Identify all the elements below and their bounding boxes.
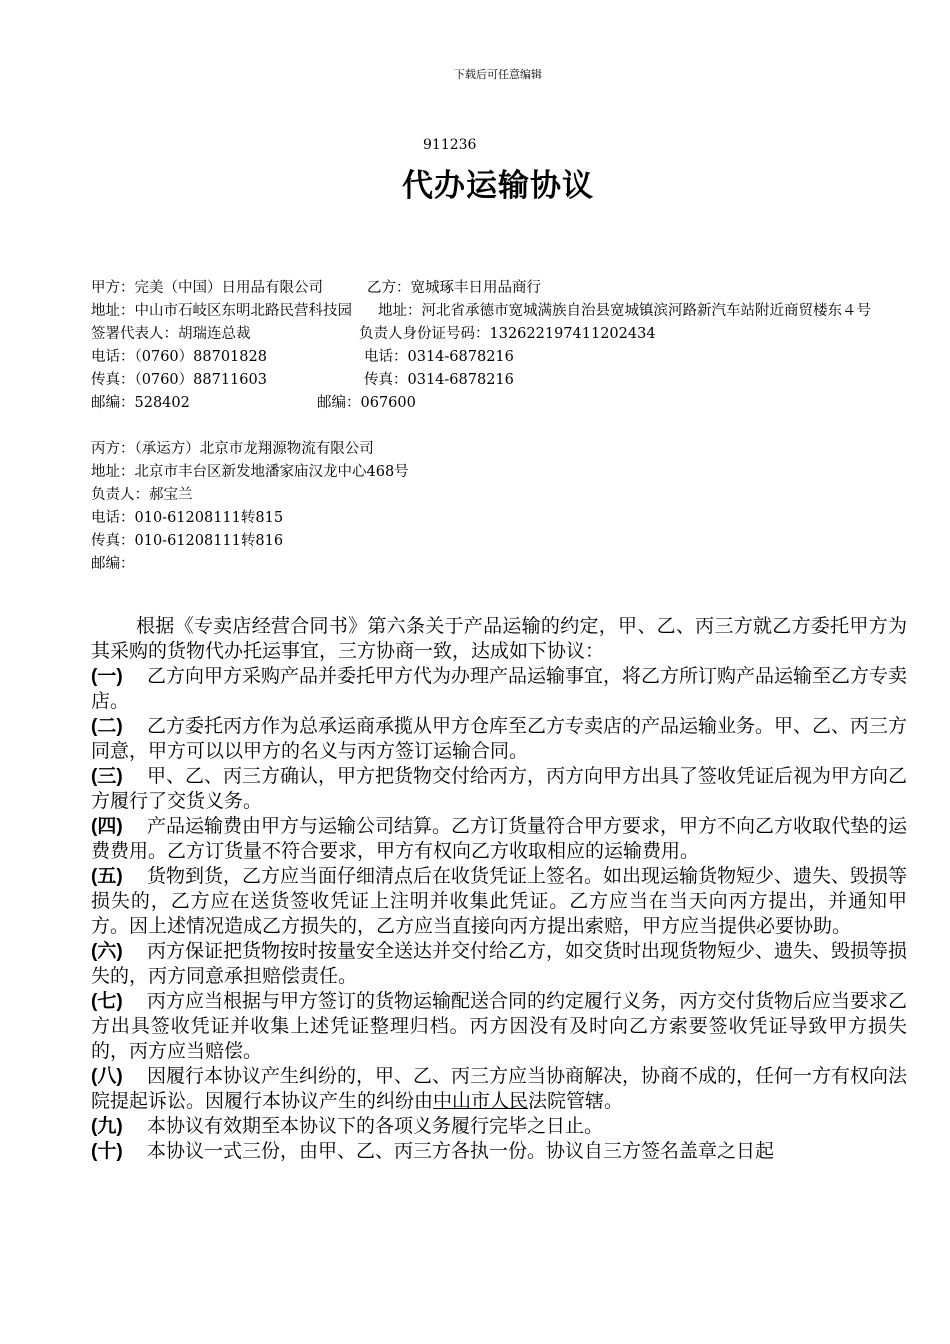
clause-text: 甲、乙、丙三方确认，甲方把货物交付给丙方，丙方向甲方出具了签收凭证后视为甲方向乙方履行了交货义务。 <box>91 765 908 812</box>
party-b-id-number: 负责人身份证号码：132622197411202434 <box>359 326 656 342</box>
intro-paragraph: 根据《专卖店经营合同书》第六条关于产品运输的约定，甲、乙、丙三方就乙方委托甲方为其采购的货物代办托运事宜，三方协商一致，达成如下协议： <box>91 615 907 662</box>
clause-3 <box>91 764 907 814</box>
clause-text: 法院管辖。 <box>528 1090 624 1112</box>
party-row-representative <box>91 323 911 346</box>
clause-text: 本协议一式三份，由甲、乙、丙三方各执一份。协议自三方签名盖章之日起 <box>147 1140 775 1162</box>
clause-2 <box>91 714 907 764</box>
party-b-phone: 电话：0314-6878216 <box>364 349 514 365</box>
clause-number: (三) <box>91 766 123 787</box>
clause-text: 本协议有效期至本协议下的各项义务履行完毕之日止。 <box>147 1115 604 1137</box>
party-row-address <box>91 300 911 323</box>
clause-4 <box>91 814 907 864</box>
clause-9 <box>91 1114 907 1139</box>
clause-7 <box>91 989 907 1064</box>
party-c-phone: 电话：010-61208111转815 <box>91 510 284 526</box>
clause-number: (九) <box>91 1116 123 1137</box>
party-b-postcode: 邮编：067600 <box>317 395 416 411</box>
clause-text: 因履行本协议产生纠纷的，甲、乙、丙三方应当协商解决，协商不成的，任何一方有权向法院提起诉讼。因履行本协议产生的纠纷由 <box>91 1065 908 1112</box>
clause-text: 丙方应当根据与甲方签订的货物运输配送合同的约定履行义务，丙方交付货物后应当要求乙方出具签收凭证并收集上述凭证整理归档。丙方因没有及时向乙方索要签收凭证导致甲方损失的，丙方应当赔偿。 <box>91 990 908 1062</box>
party-c-postcode: 邮编： <box>91 556 135 572</box>
clause-8 <box>91 1064 907 1114</box>
clause-text: 丙方保证把货物按时按量安全送达并交付给乙方，如交货时出现货物短少、遗失、毁损等损失的，丙方同意承担赔偿责任。 <box>91 940 908 987</box>
court-name: 中山市人民 <box>433 1090 529 1112</box>
document-title: 代办运输协议 <box>402 168 594 204</box>
party-a-fax: 传真：（0760）88711603 <box>91 372 267 388</box>
header-note: 下载后可任意编辑 <box>454 68 542 81</box>
party-a-name: 甲方：完美（中国）日用品有限公司 <box>91 280 323 296</box>
party-a-phone: 电话：（0760）88701828 <box>91 349 267 365</box>
party-c-name: 丙方：（承运方）北京市龙翔源物流有限公司 <box>91 441 374 457</box>
clause-text: 产品运输费由甲方与运输公司结算。乙方订货量符合甲方要求，甲方不向乙方收取代垫的运费费用。乙方订货量不符合要求，甲方有权向乙方收取相应的运输费用。 <box>91 815 908 862</box>
parties-block <box>91 277 911 576</box>
clause-10 <box>91 1139 907 1164</box>
clause-text: 乙方委托丙方作为总承运商承揽从甲方仓库至乙方专卖店的产品运输业务。甲、乙、丙三方同意，甲方可以以甲方的名义与丙方签订运输合同。 <box>91 715 908 762</box>
clause-text: 货物到货，乙方应当面仔细清点后在收货凭证上签名。如出现运输货物短少、遗失、毁损等损失的，乙方应在送货签收凭证上注明并收集此凭证。乙方应当在当天向丙方提出，并通知甲方。因上述情况造成乙方损失的，乙方应当直接向丙方提出索赔，甲方应当提供必要协助。 <box>91 865 908 937</box>
clause-number: (二) <box>91 716 123 737</box>
clause-number: (六) <box>91 941 123 962</box>
party-row-phone <box>91 346 911 369</box>
party-a-representative: 签署代表人：胡瑞连总裁 <box>91 326 251 342</box>
party-c-address: 地址：北京市丰台区新发地潘家庙汉龙中心468号 <box>91 464 409 480</box>
clause-number: (四) <box>91 816 123 837</box>
clause-text: 乙方向甲方采购产品并委托甲方代为办理产品运输事宜，将乙方所订购产品运输至乙方专卖店。 <box>91 665 908 712</box>
clause-number: (五) <box>91 866 123 887</box>
agreement-body <box>91 614 907 1164</box>
clause-number: (八) <box>91 1066 123 1087</box>
clause-number: (一) <box>91 666 123 687</box>
party-row-postcode <box>91 392 911 415</box>
document-code: 911236 <box>423 137 477 153</box>
party-row-names <box>91 277 911 300</box>
party-row-fax <box>91 369 911 392</box>
party-b-name: 乙方：宽城琢丰日用品商行 <box>367 280 541 296</box>
party-b-address: 地址：河北省承德市宽城满族自治县宽城镇滨河路新汽车站附近商贸楼东４号 <box>378 303 871 319</box>
clause-number: (十) <box>91 1141 123 1162</box>
party-a-postcode: 邮编：528402 <box>91 395 190 411</box>
party-a-address: 地址：中山市石岐区东明北路民营科技园 <box>91 303 352 319</box>
clause-1 <box>91 664 907 714</box>
clause-number: (七) <box>91 991 123 1012</box>
clause-5 <box>91 864 907 939</box>
clause-6 <box>91 939 907 989</box>
party-c-person: 负责人：郝宝兰 <box>91 487 193 503</box>
party-c-fax: 传真：010-61208111转816 <box>91 533 284 549</box>
party-b-fax: 传真：0314-6878216 <box>364 372 514 388</box>
